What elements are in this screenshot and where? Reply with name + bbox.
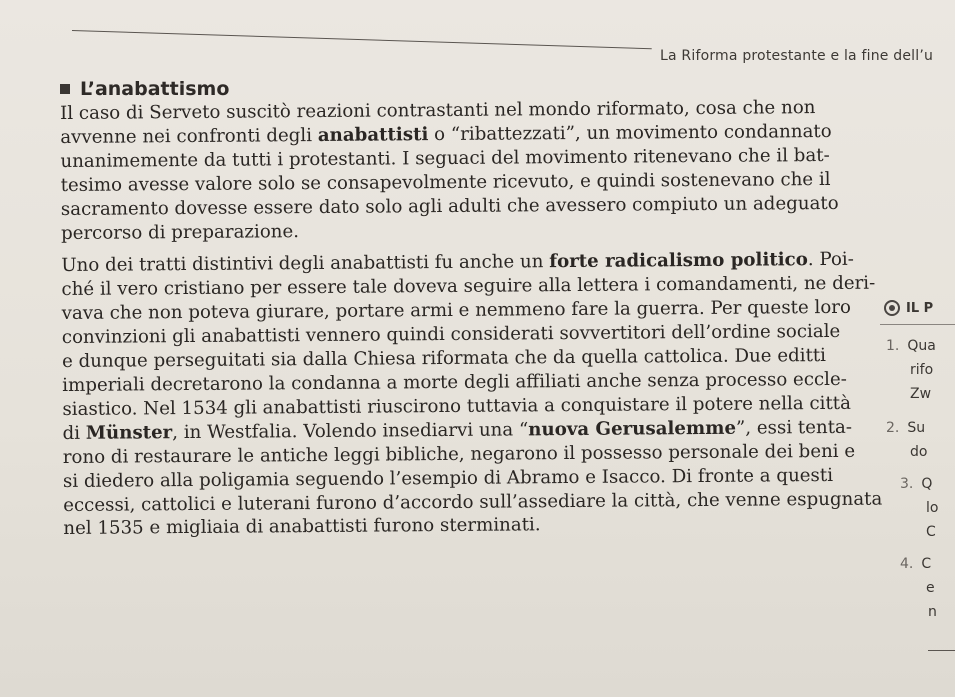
text-line: sacramento dovesse essere dato solo agli adulti che avessero compiuto un adeguato — [60, 192, 839, 220]
paragraph-2 — [61, 248, 883, 541]
text-line: Il caso di Serveto suscitò reazioni contrastanti nel mondo riformato, cosa che non — [60, 97, 816, 124]
text-line: Uno dei tratti distintivi degli anabattisti fu anche un forte radicalismo politico. Poi- — [61, 249, 854, 277]
side-item: e — [926, 580, 935, 596]
text-line: unanimemente da tutti i protestanti. I seguaci del movimento ritenevano che il bat- — [60, 144, 830, 172]
side-box-bottom-rule — [928, 650, 955, 651]
running-head: La Riforma protestante e la fine dell’u — [660, 48, 934, 64]
side-item: 4. C — [900, 556, 932, 572]
text-line: di Münster, in Westfalia. Volendo insediarvi una “nuova Gerusalemme”, essi tenta- — [62, 416, 853, 444]
text-line: nel 1535 e migliaia di anabattisti furono sterminati. — [63, 514, 541, 540]
side-box — [880, 300, 955, 660]
side-item: 1. Qua — [886, 338, 936, 354]
text-line: percorso di preparazione. — [60, 220, 300, 244]
section-title: L’anabattismo — [80, 78, 230, 100]
side-item: Zw — [910, 386, 932, 402]
side-item: n — [928, 604, 937, 620]
side-item: do — [910, 444, 928, 460]
text-line: ché il vero cristiano per essere tale doveva seguire alla lettera i comandamenti, ne deri- — [61, 272, 876, 301]
side-item: 2. Su — [886, 420, 926, 436]
text-line: siastico. Nel 1534 gli anabattisti riuscirono tuttavia a conquistare il potere nella città — [62, 392, 852, 420]
keyword-gerusalemme: nuova Gerusalemme — [528, 417, 737, 441]
text-line: vava che non poteva giurare, portare armi e nemmeno fare la guerra. Per queste loro — [61, 297, 851, 325]
side-item: lo — [926, 500, 939, 516]
square-bullet-icon — [60, 84, 70, 94]
section-heading — [60, 78, 229, 100]
text-line: imperiali decretarono la condanna a morte degli affiliati anche senza processo eccle- — [62, 368, 847, 396]
text-line: avvenne nei confronti degli anabattisti o “ribattezzati”, un movimento condannato — [60, 120, 832, 148]
header-rule — [72, 30, 652, 49]
paragraph-1 — [60, 96, 861, 246]
keyword-munster: Münster — [85, 421, 173, 444]
text-line: si diedero alla poligamia seguendo l’esempio di Abramo e Isacco. Di fronte a questi — [62, 464, 834, 492]
keyword-anabattisti: anabattisti — [317, 124, 429, 146]
text-line: eccessi, cattolici e luterani furono d’accordo sull’assediare la città, che venne espugnata — [63, 488, 883, 516]
side-item: 3. Q — [900, 476, 933, 492]
body-text — [60, 96, 883, 542]
text-line: tesimo avesse valore solo se consapevolmente ricevuto, e quindi sostenevano che il — [60, 168, 831, 196]
target-icon — [884, 300, 900, 316]
text-line: rono di restaurare le antiche leggi bibliche, negarono il possesso personale dei beni e — [62, 440, 856, 468]
side-item: C — [926, 524, 936, 540]
text-line: e dunque perseguitati sia dalla Chiesa riformata che da quella cattolica. Due editti — [61, 345, 827, 373]
text-line: convinzioni gli anabattisti vennero quindi considerati sovvertitori dell’ordine sociale — [61, 321, 841, 349]
side-item: rifo — [910, 362, 934, 378]
keyword-radicalismo: forte radicalismo politico — [549, 249, 808, 273]
side-box-rule — [880, 324, 955, 325]
side-box-title: IL P — [884, 300, 933, 316]
